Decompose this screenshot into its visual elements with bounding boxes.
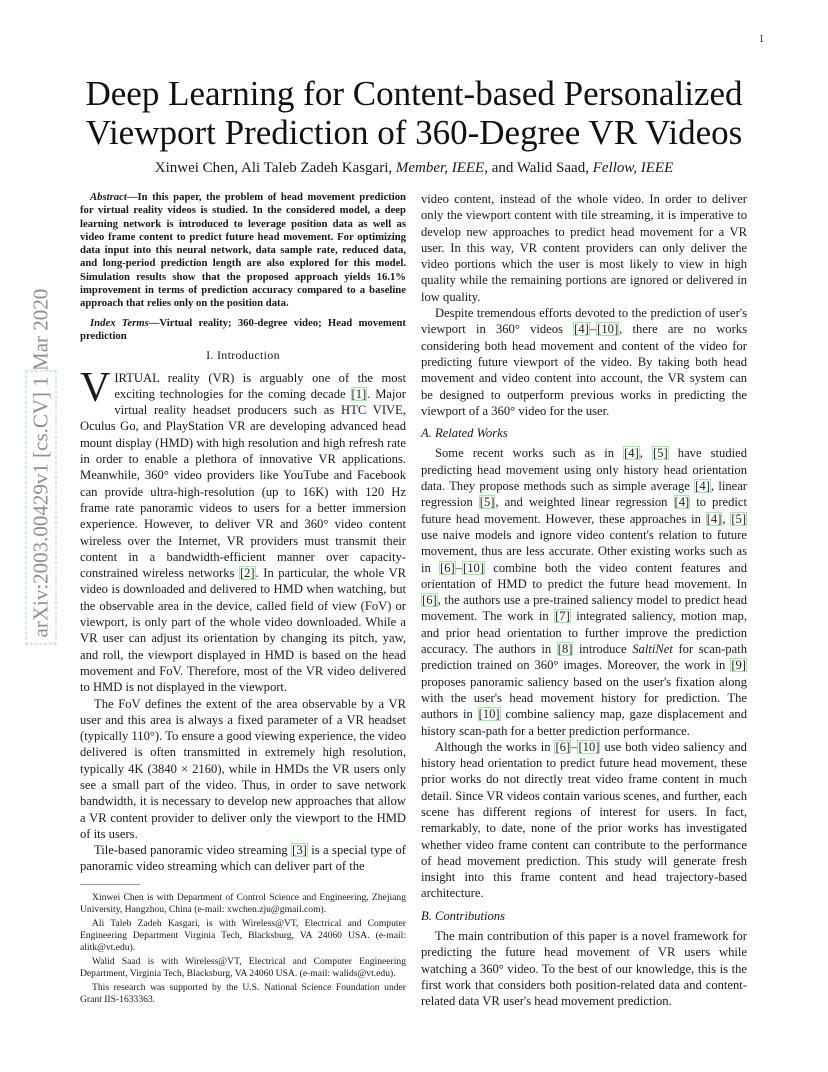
footnote: Walid Saad is with Wireless@VT, Electrical and Computer Engineering Department, Virginia Tech, Blacksburg, VA 24060 USA. (e-mail: walids@vt.edu). [80,956,406,979]
intro-p1-text-b: . Major virtual reality headset producers such as HTC VIVE, Oculus Go, and PlayStation VR are developing advanced head mount display (HMD) with high resolution and high refresh rate in order to enable a plethora of innovative VR applications. Meanwhile, 360° video providers like YouTube and Facebook can provide ultra-high-resolution (up to 16K) with 120 Hz frame rate panoramic videos to users for a better immersion experience. However, to deliver VR and 360° video content wireless over the Internet, VR providers must transmit their content in a bandwidth-efficient manner over capacity-constrained wireless networks [80,386,406,581]
text-run: to predict future head movement. However, these approaches in [421,495,747,526]
author-names-2: , and Walid Saad, [484,160,593,176]
abstract [80,191,406,311]
right-column [421,191,747,1010]
text-run: combine both the video content features and orientation of HMD to predict the future head movement. In [421,560,747,591]
text-run: , [722,511,731,526]
text-run: for scan-path prediction trained on 360° images. Moreover, the work in [421,642,747,673]
text-run: combine saliency map, gaze displacement and history scan-path for a better prediction performance. [421,707,747,738]
text-run: proposes panoramic saliency based on the user's fixation along with the user's head movement history for prediction. The authors in [421,674,747,722]
range-dash: – [589,322,597,337]
text-run: introduce [573,642,633,657]
dropcap-letter: V [80,364,111,411]
left-column [80,191,406,875]
contributions-paragraph: The main contribution of this paper is a novel framework for predicting the future head movement of VR users while watching a 360° video. To the best of our knowledge, this is the first work that considers both position-related data and content-related data VR user's head movement prediction. [421,929,747,1009]
citation-link[interactable]: [10] [478,707,500,722]
author-names-1: Xinwei Chen, Ali Taleb Zadeh Kasgari, [154,160,396,176]
text-run: integrated saliency, motion map, and prior head orientation to further improve the prediction accuracy. The authors in [421,609,747,657]
text-run: Although the works in [435,739,555,754]
citation-link[interactable]: [10] [463,560,485,575]
citation-link[interactable]: [5] [479,495,495,510]
citation-link[interactable]: [7] [555,609,570,624]
section-heading-introduction: I. Introduction [206,348,280,363]
right-paragraph-4 [421,739,747,902]
citation-link[interactable]: [4] [674,495,690,510]
text-run: , the authors use a pre-trained saliency model to predict head movement. The work in [421,593,747,624]
text-run: use naive models and ignore video content's relation to future movement, thus are less accurate. Other existing works such as in [421,527,747,575]
citation-link[interactable]: [8] [557,642,573,657]
citation-link[interactable]: [5] [731,511,747,526]
citation-link[interactable]: [3] [292,843,307,858]
footnote: This research was supported by the U.S. National Science Foundation under Grant IIS-1633363. [80,982,406,1005]
citation-link[interactable]: [1] [351,386,367,401]
intro-paragraph-1 [80,364,406,696]
text-run: have studied predicting head movement using only history head orientation data. They propose methods such as simple average [421,446,747,494]
range-dash: – [571,739,578,754]
intro-paragraph-2: The FoV defines the extent of the area observable by a VR user and this area is always a fixed parameter of a VR headset (typically 110°). To ensure a good viewing experience, the video delivered is often transmitted in extremely high resolution, typically 4K (3840 × 2160), while in HMDs the VR users only see a small part of the video. Thus, in order to save network bandwidth, it is necessary to develop new approaches that allow a VR content provider to deliver only the viewport to the HMD of its users. [80,696,406,841]
subsection-heading-related-works: A. Related Works [421,426,508,441]
citation-link[interactable]: [6] [422,593,437,608]
author-role-2: Fellow, IEEE [592,160,674,176]
author-line [60,160,768,177]
citation-link[interactable]: [2] [239,566,255,581]
citation-link[interactable]: [4] [695,479,710,494]
related-works-paragraph [421,445,747,738]
right-paragraph-2 [421,305,747,419]
range-dash: – [455,560,463,575]
citation-link[interactable]: [6] [555,739,571,754]
arxiv-stamp[interactable]: arXiv:2003.00429v1 [cs.CV] 1 Mar 2020 [26,371,57,645]
citation-link[interactable]: [4] [574,322,589,337]
footnote: Ali Taleb Zadeh Kasgari, is with Wireless@VT, Electrical and Computer Engineering Department Virginia Tech, Blacksburg, VA 24060 USA. (e-mail: alitk@vt.edu). [80,918,406,953]
model-name-saltinet: SaltiNet [632,642,673,657]
index-terms-lead: Index Terms [90,316,149,329]
text-run: , [639,446,652,461]
index-terms-text: —Virtual reality; 360-degree video; Head movement prediction [80,316,406,342]
intro-p3-text-a: Tile-based panoramic video streaming [94,843,292,858]
page-number: 1 [759,34,764,45]
author-role-1: Member, IEEE [395,160,485,176]
text-run: Some recent works such as in [435,446,624,461]
citation-link[interactable]: [4] [624,446,639,461]
right-p2-text-b: , there are no works considering both head movement and content of the video for predicting future viewport of the video. By taking both head movement and video content into account, the VR system can be designed to outperform previous works in predicting the viewport of a 360° video for the user. [421,322,747,418]
index-terms [80,317,406,344]
paper-title: Deep Learning for Content-based Personalized Viewport Prediction of 360-Degree VR Videos [85,74,743,152]
citation-link[interactable]: [9] [731,658,746,673]
text-run: , and weighted linear regression [495,495,674,510]
citation-link[interactable]: [4] [706,511,722,526]
footnotes [80,892,406,1008]
intro-p1-text-a: IRTUAL reality (VR) is arguably one of the most exciting technologies for the coming decade [114,370,406,401]
right-paragraph-1: video content, instead of the whole video. In order to deliver only the viewport content with tile streaming, it is imperative to develop new approaches to predict head movement for a VR user. In this way, VR content providers can only deliver the video portions which the user is most likely to view in high quality while the remaining portions are ignored or delivered in low quality. [421,192,747,304]
abstract-text: —In this paper, the problem of head movement prediction for virtual reality videos is studied. In the considered model, a deep learning network is introduced to leverage position data as well as video frame content to predict future head movement. For optimizing data input into this neural network, data sample rate, reduced data, and long-period prediction length are also explored for this model. Simulation results show that the proposed approach yields 16.1% improvement in terms of prediction accuracy compared to a baseline approach that relies only on the position data. [80,191,406,310]
intro-paragraph-3 [80,842,406,875]
citation-link[interactable]: [6] [440,560,455,575]
abstract-lead: Abstract [90,191,127,203]
right-p2-text-a: Despite tremendous efforts devoted to the prediction of user's viewport in 360° videos [421,306,747,337]
intro-p1-text-c: . In particular, the whole VR video is downloaded and delivered to HMD when watching, but the observable area in the device, called field of view (FoV) or viewport, is only part of the whole video downloaded. While a VR user can adjust its orientation by changing its pitch, yaw, and roll, the viewport displayed in HMD is based on the head movement and FoV. Therefore, most of the VR video delivered to HMD is not displayed in the viewport. [80,566,406,695]
footnote: Xinwei Chen is with Department of Control Science and Engineering, Zhejiang University, Hangzhou, China (e-mail: xwchen.zju@gmail.com). [80,892,406,915]
text-run: , linear regression [421,479,747,510]
subsection-heading-contributions: B. Contributions [421,908,505,923]
footnote-rule [80,884,140,885]
citation-link[interactable]: [10] [597,322,619,337]
citation-link[interactable]: [10] [578,739,600,754]
citation-link[interactable]: [5] [653,446,668,461]
text-run: use both video saliency and history head orientation to predict future head movement, these prior works do not directly treat video frame content in much detail. Since VR videos contain various scenes, and further, each scene has different regions of interest for users. In fact, remarkably, to date, none of the prior works has investigated whether video frame content can contribute to the performance of head movement prediction. This study will generate fresh insight into this frame content and head trajectory-based architecture. [421,739,747,901]
intro-p3-text-b: is a special type of panoramic video streaming which can deliver part of the [80,843,407,874]
